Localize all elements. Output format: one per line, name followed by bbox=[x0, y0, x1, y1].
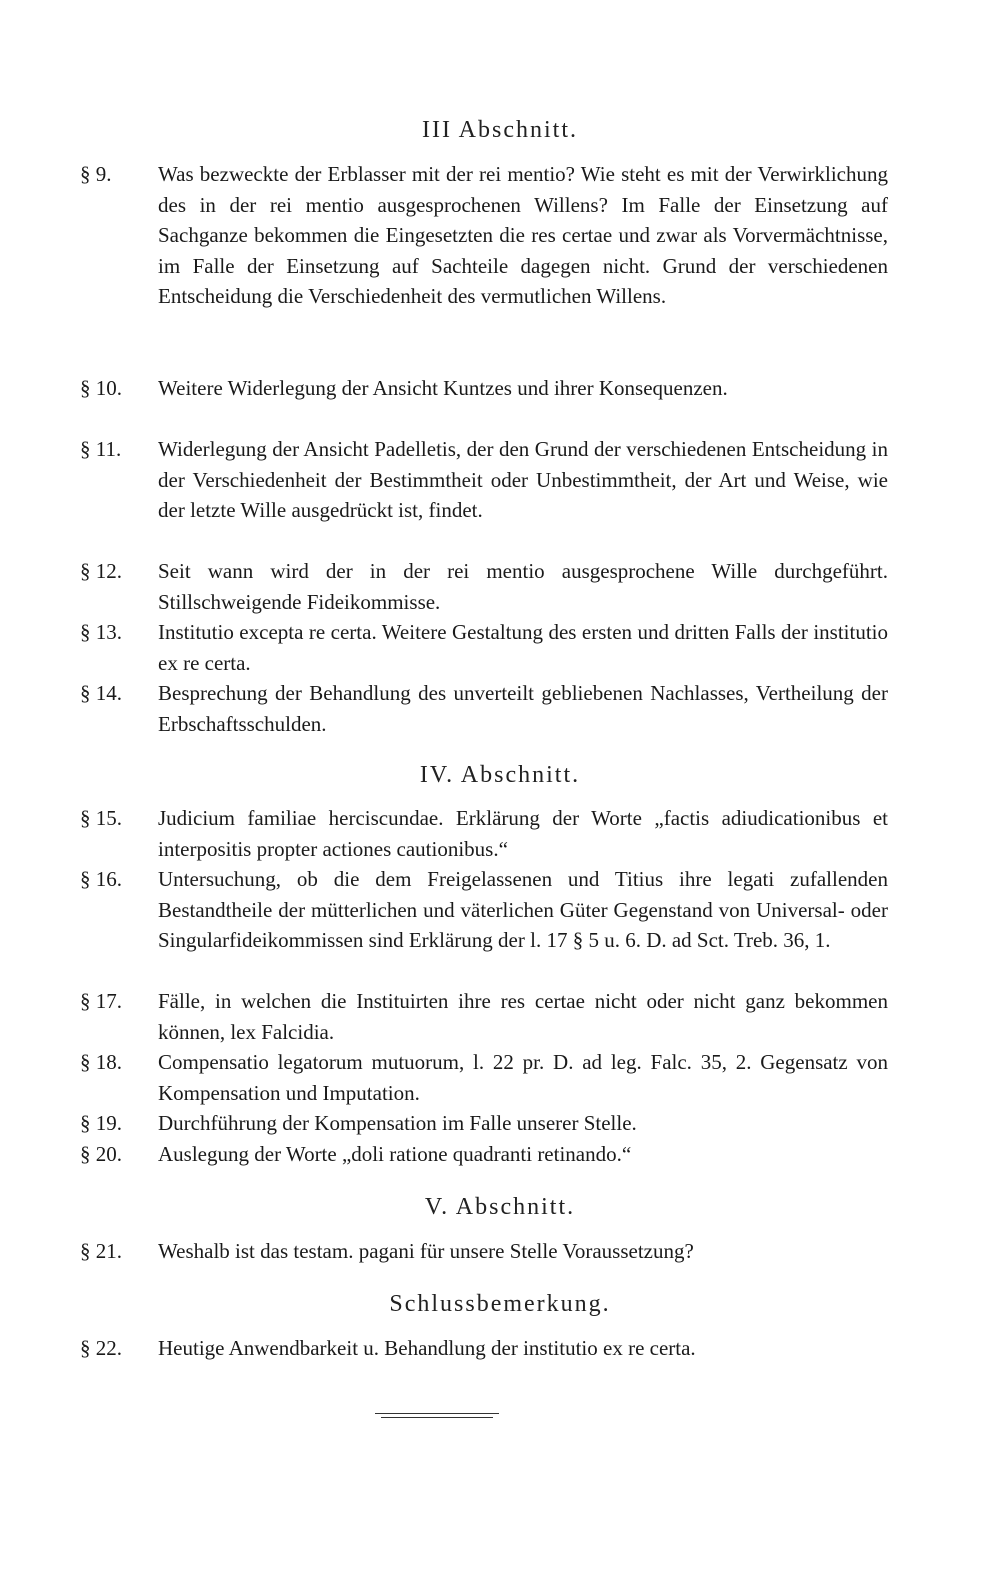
section-heading-schluss: Schlussbemerkung. bbox=[389, 1291, 611, 1317]
section-heading-iv: IV. Abschnitt. bbox=[419, 762, 581, 788]
toc-entry-21 bbox=[80, 1236, 900, 1267]
section-text: Was bezweckte der Erblasser mit der rei mentio? Wie steht es mit der Verwirklichung des in der rei mentio ausgesprochenen Willens? Im Falle der Einsetzung auf Sachganze bekommen die Eingesetzten die res certae und zwar als Vorvermächtnisse, im Falle der Einsetzung auf Sachteile dagegen nicht. Grund der verschiedenen Entscheidung die Verschiedenheit des vermutlichen Willens. bbox=[158, 162, 888, 308]
section-text: Heutige Anwendbarkeit u. Behandlung der institutio ex re certa. bbox=[158, 1336, 696, 1360]
section-number: § 16. bbox=[80, 867, 122, 891]
section-number: § 10. bbox=[80, 376, 122, 400]
toc-entry-15 bbox=[80, 803, 900, 864]
section-number: § 12. bbox=[80, 559, 122, 583]
section-text: Institutio excepta re certa. Weitere Gestaltung des ersten und dritten Falls der institutio ex re certa. bbox=[158, 620, 888, 675]
closing-rule bbox=[375, 1413, 499, 1414]
section-text: Widerlegung der Ansicht Padelletis, der den Grund der verschiedenen Entscheidung in der Verschiedenheit der Bestimmtheit oder Unbestimmtheit, der Art und Weise, wie der letzte Wille ausgedrückt ist, findet. bbox=[158, 437, 888, 522]
toc-entry-11 bbox=[80, 434, 900, 526]
section-text: Compensatio legatorum mutuorum, l. 22 pr. D. ad leg. Falc. 35, 2. Gegensatz von Kompensation und Imputation. bbox=[158, 1050, 888, 1105]
section-number: § 21. bbox=[80, 1239, 122, 1263]
section-text: Fälle, in welchen die Instituirten ihre res certae nicht oder nicht ganz bekommen können, lex Falcidia. bbox=[158, 989, 888, 1044]
toc-entry-18 bbox=[80, 1047, 900, 1108]
section-number: § 13. bbox=[80, 620, 122, 644]
toc-entry-13 bbox=[80, 617, 900, 678]
toc-entry-16 bbox=[80, 864, 900, 956]
closing-rule-lower bbox=[381, 1417, 493, 1418]
toc-entry-14 bbox=[80, 678, 900, 739]
section-number: § 20. bbox=[80, 1142, 122, 1166]
section-number: § 14. bbox=[80, 681, 122, 705]
section-heading-v: V. Abschnitt. bbox=[424, 1194, 576, 1220]
section-number: § 17. bbox=[80, 989, 122, 1013]
toc-entry-20 bbox=[80, 1139, 900, 1170]
section-number: § 11. bbox=[80, 437, 122, 461]
toc-entry-22 bbox=[80, 1333, 900, 1364]
section-text: Judicium familiae herciscundae. Erklärung der Worte „factis adiudicationibus et interpositis propter actiones cautionibus.“ bbox=[158, 806, 888, 861]
section-text: Weitere Widerlegung der Ansicht Kuntzes und ihrer Konsequenzen. bbox=[158, 376, 728, 400]
section-text: Auslegung der Worte „doli ratione quadranti retinando.“ bbox=[158, 1142, 632, 1166]
section-number: § 18. bbox=[80, 1050, 122, 1074]
toc-entry-19 bbox=[80, 1108, 900, 1139]
section-number: § 9. bbox=[80, 162, 112, 186]
section-number: § 15. bbox=[80, 806, 122, 830]
toc-entry-10 bbox=[80, 373, 900, 404]
section-text: Seit wann wird der in der rei mentio ausgesprochene Wille durchgeführt. Stillschweigende Fideikommisse. bbox=[158, 559, 888, 614]
toc-entry-12 bbox=[80, 556, 900, 617]
section-number: § 19. bbox=[80, 1111, 122, 1135]
section-number: § 22. bbox=[80, 1336, 122, 1360]
toc-entry-9 bbox=[80, 159, 900, 312]
section-text: Besprechung der Behandlung des unverteilt gebliebenen Nachlasses, Vertheilung der Erbschaftsschulden. bbox=[158, 681, 888, 736]
section-text: Weshalb ist das testam. pagani für unsere Stelle Voraussetzung? bbox=[158, 1239, 694, 1263]
toc-entry-17 bbox=[80, 986, 900, 1047]
section-text: Durchführung der Kompensation im Falle unserer Stelle. bbox=[158, 1111, 637, 1135]
section-heading-iii: III Abschnitt. bbox=[422, 117, 578, 143]
section-text: Untersuchung, ob die dem Freigelassenen und Titius ihre legati zufallenden Bestandtheile der mütterlichen und väterlichen Güter Gegenstand von Universal- oder Singularfideikommissen sind Erklärung der l. 17 § 5 u. 6. D. ad Sct. Treb. 36, 1. bbox=[158, 867, 888, 952]
